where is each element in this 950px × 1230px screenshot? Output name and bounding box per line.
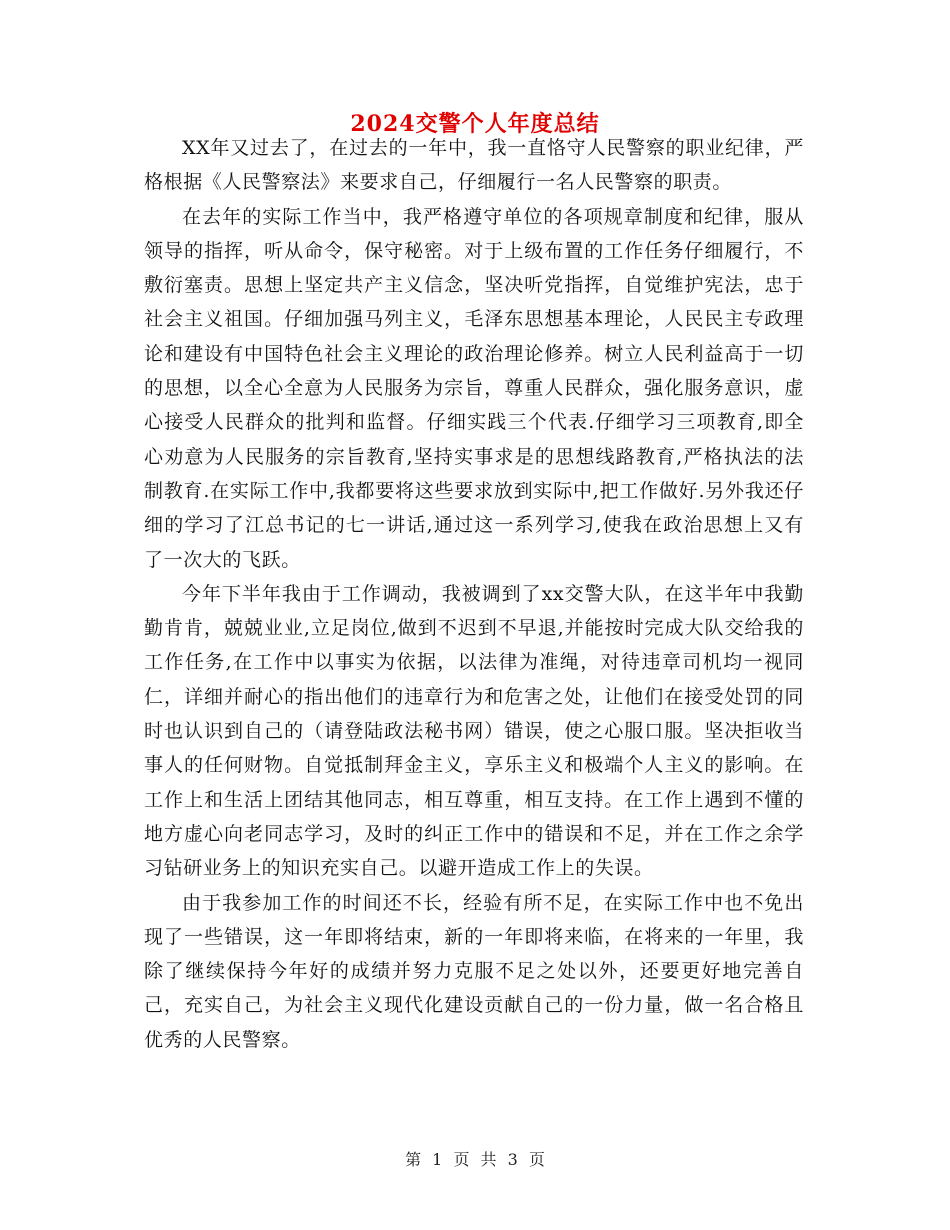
paragraph-2: 在去年的实际工作当中，我严格遵守单位的各项规章制度和纪律，服从领导的指挥，听从命令，保守秘密。对于上级布置的工作任务仔细履行，不敷衍塞责。思想上坚定共产主义信念，坚决听党指挥，自觉维护宪法，忠于社会主义祖国。仔细加强马列主义，毛泽东思想基本理论，人民民主专政理论和建设有中国特色社会主义理论的政治理论修养。树立人民利益高于一切的思想，以全心全意为人民服务为宗旨，尊重人民群众，强化服务意识，虚心接受人民群众的批判和监督。仔细实践三个代表.仔细学习三项教育,即全心劝意为人民服务的宗旨教育,坚持实事求是的思想线路教育,严格执法的法制教育.在实际工作中,我都要将这些要求放到实际中,把工作做好.另外我还仔细的学习了江总书记的七一讲话,通过这一系列学习,使我在政治思想上又有了一次大的飞跃。: [144, 205, 804, 571]
document-body: [144, 131, 804, 1057]
paragraph-3: 今年下半年我由于工作调动，我被调到了xx交警大队，在这半年中我勤勤肯肯，兢兢业业,立足岗位,做到不迟到不早退,并能按时完成大队交给我的工作任务,在工作中以事实为依据，以法律为准绳，对待违章司机均一视同仁，详细并耐心的指出他们的违章行为和危害之处，让他们在接受处罚的同时也认识到自己的（请登陆政法秘书网）错误，使之心服口服。坚决拒收当事人的任何财物。自觉抵制拜金主义，享乐主义和极端个人主义的影响。在工作上和生活上团结其他同志，相互尊重，相互支持。在工作上遇到不懂的地方虚心向老同志学习，及时的纠正工作中的错误和不足，并在工作之余学习钻研业务上的知识充实自己。以避开造成工作上的失误。: [144, 582, 804, 880]
page-number-footer: 第 1 页 共 3 页: [405, 1150, 545, 1169]
paragraph-4: 由于我参加工作的时间还不长，经验有所不足，在实际工作中也不免出现了一些错误，这一年即将结束，新的一年即将来临，在将来的一年里，我除了继续保持今年好的成绩并努力克服不足之处以外，还要更好地完善自己，充实自己，为社会主义现代化建设贡献自己的一份力量，做一名合格且优秀的人民警察。: [144, 891, 804, 1051]
document-title: 2024交警个人年度总结: [350, 111, 600, 137]
paragraph-1: XX年又过去了，在过去的一年中，我一直恪守人民警察的职业纪律，严格根据《人民警察法》来要求自己，仔细履行一名人民警察的职责。: [144, 137, 804, 194]
